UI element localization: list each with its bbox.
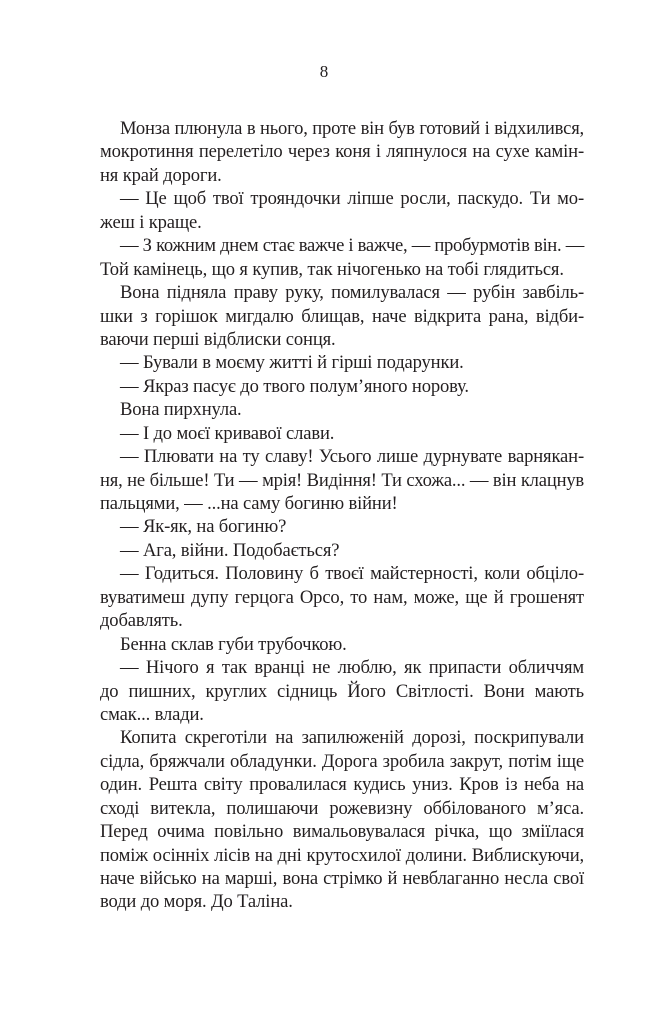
text-line: — Плювати на ту славу! Усього лише дурнувате варнякан- [120, 446, 584, 468]
text-line: — І до моєї кривавої слави. [120, 422, 335, 444]
text-line: смак... влади. [100, 703, 204, 725]
text-line: вуватимеш дупу герцога Орсо, то нам, може, ще й грошенят [100, 586, 584, 608]
text-line: Копита скреготіли на запилюженій дорозі, поскрипували [120, 727, 584, 749]
text-line: — З кожним днем стає важче і важче, — пробурмотів він. — [120, 235, 584, 257]
text-line: сході витекла, полишаючи рожевизну оббілованого м’яса. [100, 797, 584, 819]
text-line: мокротиння перелетіло через коня і ляпнулося на сухе камін- [100, 141, 584, 163]
text-line: пальцями, — ...на саму богиню війни! [100, 493, 398, 514]
text-line: Перед очима повільно вимальовувалася річка, що зміїлася [100, 821, 584, 843]
text-line: до пишних, круглих сідниць Його Світлості. Вони мають [100, 680, 584, 702]
text-line: — Якраз пасує до твого полум’яного норову. [120, 375, 469, 397]
text-line: — Нічого я так вранці не люблю, як припасти обличчям [120, 657, 584, 679]
text-line: — Ага, війни. Подобається? [120, 539, 340, 561]
text-line: шки з горішок мигдалю блищав, наче відкрита рана, відби- [100, 305, 584, 327]
text-line: ваючи перші відблиски сонця. [100, 328, 336, 350]
text-line: Вона підняла праву руку, помилувалася — рубін завбіль- [120, 282, 584, 304]
text-line: добавлять. [100, 610, 183, 632]
text-line: води до моря. До Таліна. [100, 891, 293, 913]
text-line: поміж осінніх лісів на дні крутосхилої долини. Виблискуючи, [100, 844, 584, 866]
body-text [100, 117, 584, 914]
page-number: 8 [319, 62, 329, 81]
text-line: Той камінець, що я купив, так нічогенько на тобі глядиться. [100, 258, 564, 280]
text-line: ня, не більше! Ти — мрія! Видіння! Ти схожа... — він клацнув [100, 469, 584, 491]
text-line: ня край дороги. [100, 164, 222, 186]
text-line: — Як-як, на богиню? [120, 516, 287, 538]
text-line: — Бували в моєму житті й гірші подарунки. [120, 352, 464, 374]
text-line: Бенна склав губи трубочкою. [120, 633, 347, 655]
text-line: наче військо на марші, вона стрімко й невблаганно несла свої [100, 868, 584, 889]
text-line: Монза плюнула в нього, проте він був готовий і відхилився, [120, 118, 584, 139]
text-line: — Годиться. Половину б твоєї майстерності, коли обціло- [120, 563, 584, 585]
text-line: жеш і краще. [100, 211, 202, 233]
text-line: — Це щоб твої трояндочки ліпше росли, паскудо. Ти мо- [120, 188, 584, 210]
text-line: сідла, бряжчали обладунки. Дорога зробила закрут, потім іще [100, 750, 584, 772]
text-line: один. Решта світу провалилася кудись униз. Кров із неба на [100, 774, 584, 796]
text-line: Вона пирхнула. [120, 399, 242, 421]
